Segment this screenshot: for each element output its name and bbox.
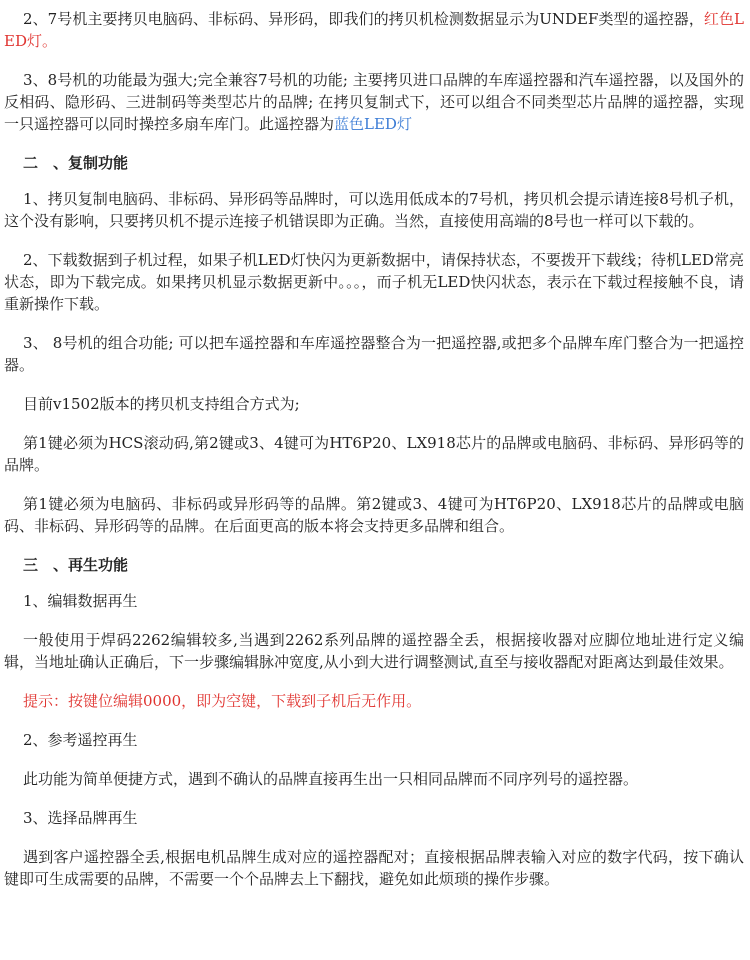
regen-subheading-3: 3、选择品牌再生 xyxy=(23,809,138,827)
regen-subheading-1: 1、编辑数据再生 xyxy=(23,592,138,610)
regen-paragraph-2: 此功能为简单便捷方式，遇到不确认的品牌直接再生出一只相同品牌而不同序列号的遥控器。 xyxy=(23,770,639,788)
copy-paragraph-6: 第1键必须为电脑码、非标码或异形码等的品牌。第2键或3、4键可为HT6P20、LX918芯片的品牌或电脑码、非标码、异形码等的品牌。在后面更高的版本将会支持更多品牌和组合。 xyxy=(4,495,744,535)
copy-paragraph-2: 2、下载数据到子机过程，如果子机LED灯快闪为更新数据中，请保持状态，不要拨开下载线；待机LED常亮状态，即为下载完成。如果拷贝机显示数据更新中。。。，而子机无LED快闪状态，表示在下载过程接触不良，请重新操作下载。 xyxy=(4,251,744,313)
copy-paragraph-4: 目前v1502版本的拷贝机支持组合方式为; xyxy=(23,395,300,413)
copy-paragraph-3: 3、 8号机的组合功能; 可以把车遥控器和车库遥控器整合为一把遥控器,或把多个品牌车库门整合为一把遥控器。 xyxy=(4,334,744,374)
section-heading-regenerate: 三 、再生功能 xyxy=(23,556,129,574)
intro-paragraph-3 xyxy=(4,69,744,135)
red-led-highlight: 红色LED灯。 xyxy=(4,10,744,50)
section-heading-copy: 二 、复制功能 xyxy=(23,154,129,172)
regen-paragraph-1: 一般使用于焊码2262编辑较多,当遇到2262系列品牌的遥控器全丢，根据接收器对应脚位地址进行定义编辑，当地址确认正确后，下一步骤编辑脉冲宽度,从小到大进行调整测试,直至与接收器配对距离达到最佳效果。 xyxy=(4,631,744,671)
regen-subheading-2: 2、参考遥控再生 xyxy=(23,731,138,749)
copy-paragraph-1: 1、拷贝复制电脑码、非标码、异形码等品牌时，可以选用低成本的7号机，拷贝机会提示请连接8号机子机，这个没有影响，只要拷贝机不提示连接子机错误即为正确。当然，直接使用高端的8号也一样可以下载的。 xyxy=(4,190,744,230)
blue-led-highlight: 蓝色LED灯 xyxy=(334,115,412,133)
intro-paragraph-2 xyxy=(4,8,744,52)
intro-paragraph-2-text: 2、7号机主要拷贝电脑码、非标码、异形码，即我们的拷贝机检测数据显示为UNDEF类型的遥控器， xyxy=(23,10,704,28)
intro-paragraph-3-text: 3、8号机的功能最为强大;完全兼容7号机的功能; 主要拷贝进口品牌的车库遥控器和汽车遥控器，以及国外的反相码、隐形码、三进制码等类型芯片的品牌; 在拷贝复制式下，还可以组合不同类型芯片品牌的遥控器，实现一只遥控器可以同时操控多扇车库门。此遥控器为 xyxy=(4,71,744,133)
regen-paragraph-3: 遇到客户遥控器全丢,根据电机品牌生成对应的遥控器配对；直接根据品牌表输入对应的数字代码，按下确认键即可生成需要的品牌，不需要一个个品牌去上下翻找，避免如此烦琐的操作步骤。 xyxy=(4,848,744,888)
regen-tip: 提示：按键位编辑0000，即为空键，下载到子机后无作用。 xyxy=(23,692,422,710)
copy-paragraph-5: 第1键必须为HCS滚动码,第2键或3、4键可为HT6P20、LX918芯片的品牌或电脑码、非标码、异形码等的品牌。 xyxy=(4,434,744,474)
